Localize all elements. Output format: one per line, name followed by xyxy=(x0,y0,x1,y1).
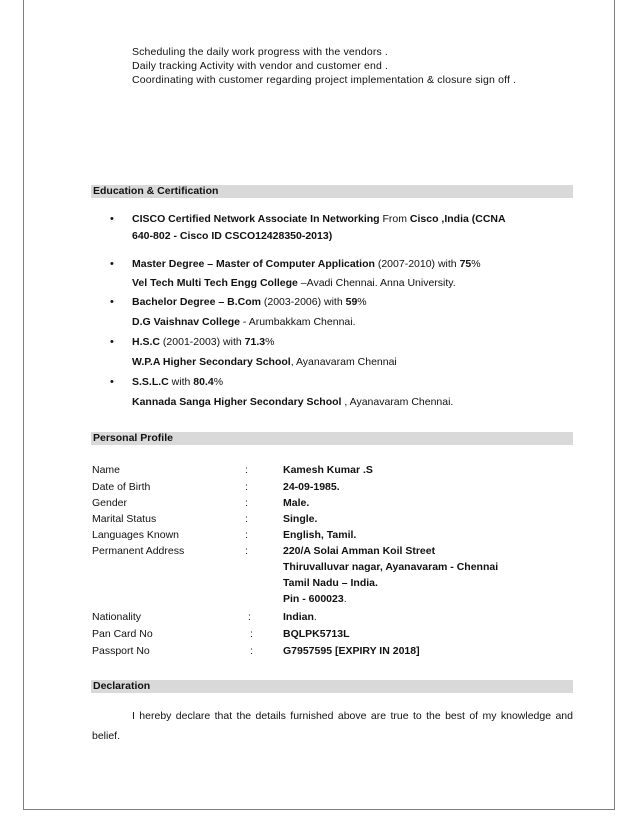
profile-colon: : xyxy=(250,645,253,657)
profile-value: Kamesh Kumar .S xyxy=(283,464,373,476)
profile-label: Nationality xyxy=(92,611,142,623)
section-heading-text: Declaration xyxy=(93,680,151,692)
profile-colon: : xyxy=(245,481,248,493)
profile-label: Passport No xyxy=(92,645,150,657)
profile-value: Tamil Nadu – India. xyxy=(283,577,378,589)
education-item-line2: 640-802 - Cisco ID CSCO12428350-2013) xyxy=(132,230,333,242)
profile-label: Marital Status xyxy=(92,513,157,525)
profile-value: Thiruvalluvar nagar, Ayanavaram - Chennai xyxy=(283,561,499,573)
bullet-icon: • xyxy=(110,213,114,225)
section-heading-education xyxy=(91,185,573,198)
profile-colon: : xyxy=(245,497,248,509)
duty-line: Daily tracking Activity with vendor and customer end . xyxy=(132,60,389,72)
section-heading-personal xyxy=(91,432,573,445)
profile-value: G7957595 [EXPIRY IN 2018] xyxy=(283,645,420,657)
education-item-line1: H.S.C (2001-2003) with 71.3% xyxy=(132,336,275,348)
profile-value: Pin - 600023. xyxy=(283,593,347,605)
profile-colon: : xyxy=(245,545,248,557)
profile-value: 24-09-1985. xyxy=(283,481,340,493)
duty-line: Coordinating with customer regarding project implementation & closure sign off . xyxy=(132,74,517,86)
profile-value: Single. xyxy=(283,513,318,525)
bullet-icon: • xyxy=(110,258,114,270)
duty-line: Scheduling the daily work progress with the vendors . xyxy=(132,46,388,58)
education-item-line2: Vel Tech Multi Tech Engg College –Avadi Chennai. Anna University. xyxy=(132,277,456,289)
section-heading-declaration xyxy=(91,680,573,693)
section-heading-text: Education & Certification xyxy=(93,185,219,197)
education-item-line1: S.S.L.C with 80.4% xyxy=(132,376,224,388)
education-item-line1: CISCO Certified Network Associate In Networking From Cisco ,India (CCNA xyxy=(132,213,506,225)
education-item-line2: Kannada Sanga Higher Secondary School , Ayanavaram Chennai. xyxy=(132,396,454,408)
profile-colon: : xyxy=(245,529,248,541)
profile-value: Indian. xyxy=(283,611,317,623)
profile-label: Pan Card No xyxy=(92,628,153,640)
profile-value: BQLPK5713L xyxy=(283,628,350,640)
education-item-line2: D.G Vaishnav College - Arumbakkam Chennai. xyxy=(132,316,356,328)
profile-label: Gender xyxy=(92,497,128,509)
profile-value: 220/A Solai Amman Koil Street xyxy=(283,545,436,557)
education-item-line2: W.P.A Higher Secondary School, Ayanavaram Chennai xyxy=(132,356,397,368)
profile-label: Name xyxy=(92,464,121,476)
profile-colon: : xyxy=(245,464,248,476)
profile-colon: : xyxy=(245,513,248,525)
profile-label: Languages Known xyxy=(92,529,179,541)
education-item-line1: Master Degree – Master of Computer Application (2007-2010) with 75% xyxy=(132,258,481,270)
section-heading-text: Personal Profile xyxy=(93,432,173,444)
bullet-icon: • xyxy=(110,376,114,388)
profile-colon: : xyxy=(248,611,251,623)
profile-value: Male. xyxy=(283,497,310,509)
bullet-icon: • xyxy=(110,296,114,308)
profile-value: English, Tamil. xyxy=(283,529,357,541)
bullet-icon: • xyxy=(110,336,114,348)
profile-label: Permanent Address xyxy=(92,545,185,557)
profile-colon: : xyxy=(250,628,253,640)
education-item-line1: Bachelor Degree – B.Com (2003-2006) with 59% xyxy=(132,296,367,308)
declaration-text: I hereby declare that the details furnished above are true to the best of my knowledge and belief. xyxy=(92,710,573,742)
profile-label: Date of Birth xyxy=(92,481,151,493)
